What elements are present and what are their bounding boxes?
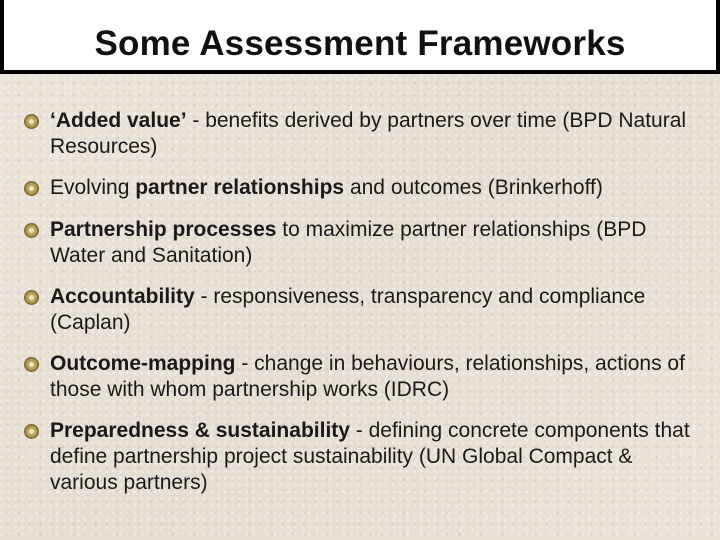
- bullet-bold-text: partner relationships: [135, 176, 345, 199]
- bullet-item-accountability: [24, 284, 704, 336]
- slide-title: Some Assessment Frameworks: [94, 24, 626, 63]
- bullet-bold-text: Preparedness & sustainability: [50, 419, 350, 442]
- bullet-text: Evolving: [50, 176, 136, 199]
- bullet-bold-text: Outcome-mapping: [50, 352, 236, 375]
- title-bar: [0, 0, 720, 74]
- bullet-text: to maximize partner relationships (BPD Water and Sanitation): [50, 218, 647, 267]
- bullet-item-partnership-processes: [24, 217, 704, 269]
- bullet-bold-text: Partnership processes: [50, 218, 277, 241]
- bullet-bold-text: ‘Added value’: [50, 109, 187, 132]
- bullet-item-outcome-mapping: [24, 351, 704, 403]
- bullet-circle-icon: [24, 357, 39, 372]
- bullet-text: - responsiveness, transparency and compliance (Caplan): [50, 285, 646, 334]
- bullet-circle-icon: [24, 114, 39, 129]
- bullet-text: - benefits derived by partners over time (BPD Natural Resources): [50, 109, 687, 158]
- bullet-bold-text: Accountability: [50, 285, 195, 308]
- bullet-list: [24, 108, 704, 496]
- bullet-item-added-value: [24, 108, 704, 160]
- bullet-circle-icon: [24, 424, 39, 439]
- bullet-text: - change in behaviours, relationships, actions of those with whom partnership works (IDRC): [50, 352, 685, 401]
- bullet-circle-icon: [24, 290, 39, 305]
- bullet-item-partner-relationships: [24, 175, 704, 201]
- bullet-circle-icon: [24, 181, 39, 196]
- bullet-text: - defining concrete components that define partnership project sustainability (UN Global Compact & various partners): [50, 419, 690, 494]
- bullet-text: and outcomes (Brinkerhoff): [344, 176, 603, 199]
- bullet-item-preparedness: [24, 418, 704, 496]
- bullet-circle-icon: [24, 223, 39, 238]
